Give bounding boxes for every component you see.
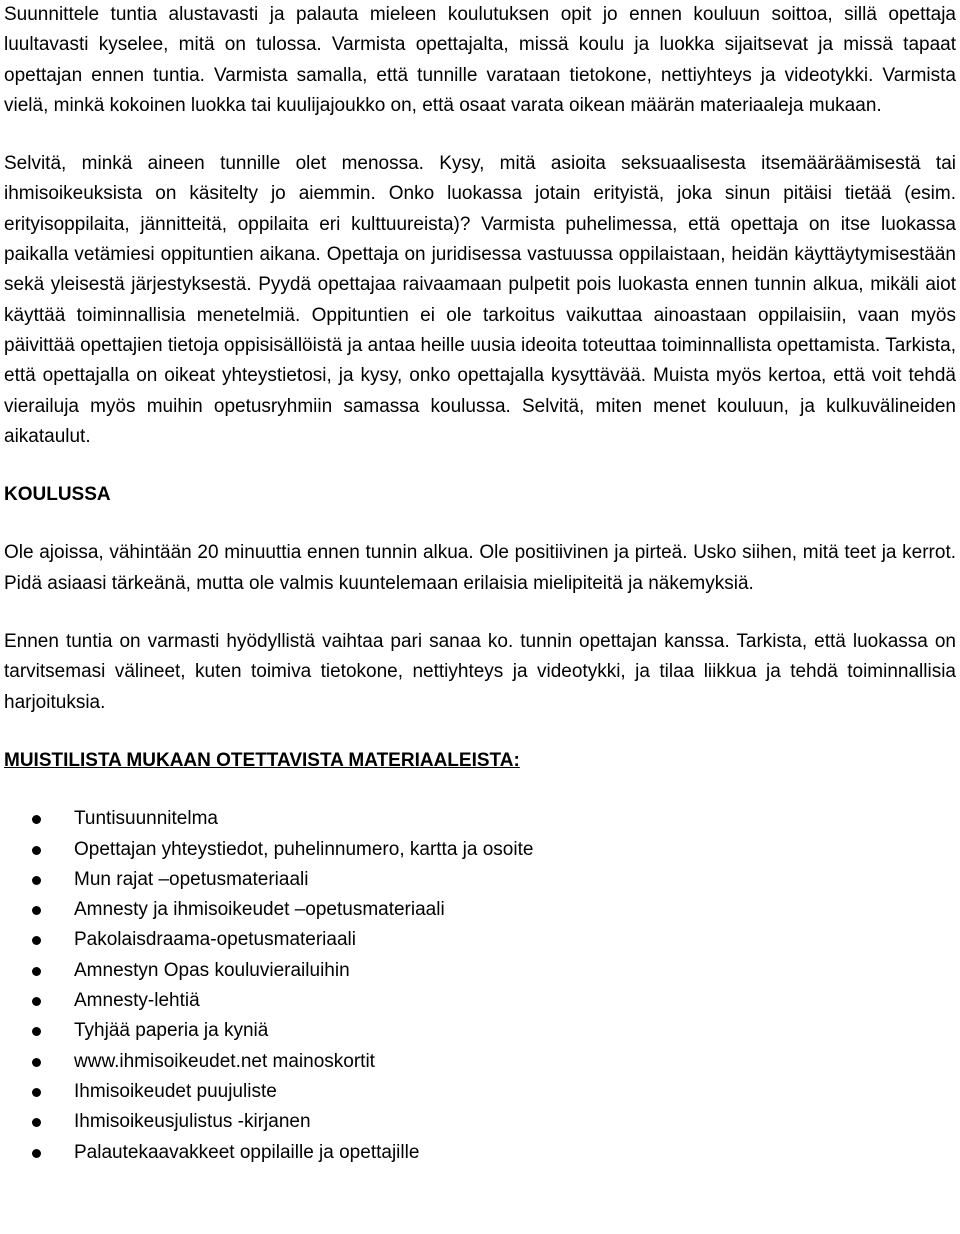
list-item: Ihmisoikeudet puujuliste [4,1077,956,1107]
paragraph-class-info: Selvitä, minkä aineen tunnille olet menossa. Kysy, mitä asioita seksuaalisesta itsemääräämisestä tai ihmisoikeuksista on käsitelty jo aiemmin. Onko luokassa jotain erityistä, joka sinun pitäisi tietää (esim. erityisoppilaita, jännitteitä, oppilaita eri kulttuureista)? Varmista puhelimessa, että opettaja on itse luokassa paikalla vetämiesi oppituntien aikana. Opettaja on juridisessa vastuussa oppilaistaan, heidän käyttäytymisestään sekä yleisestä järjestyksestä. Pyydä opettajaa raivaamaan pulpetit pois luokasta ennen tunnin alkua, mikäli aiot käyttää toiminnallisia menetelmiä. Oppituntien ei ole tarkoitus vaikuttaa ainoastaan oppilaisiin, vaan myös päivittää opettajien tietoja oppisisällöistä ja antaa heille uusia ideoita toteuttaa toiminnallista opettamista. Tarkista, että opettajalla on oikeat yhteystietosi, ja kysy, onko opettajalla kysyttävää. Muista myös kertoa, että voit tehdä vierailuja myös muihin opetusryhmiin samassa koulussa. Selvitä, miten menet kouluun, ja kulkuvälineiden aikataulut. [4,153,956,447]
list-item: Palautekaavakkeet oppilaille ja opettajille [4,1138,956,1168]
paragraph-arrival: Ole ajoissa, vähintään 20 minuuttia ennen tunnin alkua. Ole positiivinen ja pirteä. Usko siihen, mitä teet ja kerrot. Pidä asiaasi tärkeänä, mutta ole valmis kuuntelemaan erilaisia mielipiteitä ja näkemyksiä. [4,542,956,594]
list-item: Amnesty-lehtiä [4,986,956,1016]
bullet-icon [32,936,41,945]
list-item: Mun rajat –opetusmateriaali [4,865,956,895]
bullet-icon [32,815,41,824]
paragraph-preparation: Suunnittele tuntia alustavasti ja palauta mieleen koulutuksen opit jo ennen kouluun soittoa, sillä opettaja luultavasti kyselee, mitä on tulossa. Varmista opettajalta, missä koulu ja luokka sijaitsevat ja missä tapaat opettajan ennen tuntia. Varmista samalla, että tunnille varataan tietokone, nettiyhteys ja videotykki. Varmista vielä, minkä kokoinen luokka tai kuulijajoukko on, että osaat varata oikean määrän materiaaleja mukaan. [4,4,956,116]
bullet-icon [32,967,41,976]
list-item: Opettajan yhteystiedot, puhelinnumero, kartta ja osoite [4,835,956,865]
list-item: www.ihmisoikeudet.net mainoskortit [4,1047,956,1077]
list-item: Pakolaisdraama-opetusmateriaali [4,925,956,955]
bullet-icon [32,846,41,855]
heading-materials-checklist: MUISTILISTA MUKAAN OTETTAVISTA MATERIAALEISTA: [4,749,520,771]
bullet-icon [32,1118,41,1127]
bullet-icon [32,1149,41,1158]
bullet-icon [32,1027,41,1036]
document-page [4,0,956,1168]
spacer [4,510,956,538]
spacer [4,599,956,627]
list-item: Tuntisuunnitelma [4,804,956,834]
bullet-icon [32,876,41,885]
spacer [4,718,956,746]
spacer [4,121,956,149]
heading-koulussa: KOULUSSA [4,484,111,506]
paragraph-before-lesson: Ennen tuntia on varmasti hyödyllistä vaihtaa pari sanaa ko. tunnin opettajan kanssa. Tarkista, että luokassa on tarvitsemasi välineet, kuten toimiva tietokone, nettiyhteys ja videotykki, ja tilaa liikkua ja tehdä toiminnallisia harjoituksia. [4,631,956,713]
spacer [4,776,956,804]
bullet-icon [32,906,41,915]
list-item: Ihmisoikeusjulistus -kirjanen [4,1107,956,1137]
spacer [4,452,956,480]
list-item: Tyhjää paperia ja kyniä [4,1016,956,1046]
bullet-icon [32,1088,41,1097]
bullet-icon [32,997,41,1006]
list-item: Amnestyn Opas kouluvierailuihin [4,956,956,986]
materials-list [4,804,956,1168]
list-item: Amnesty ja ihmisoikeudet –opetusmateriaali [4,895,956,925]
bullet-icon [32,1058,41,1067]
